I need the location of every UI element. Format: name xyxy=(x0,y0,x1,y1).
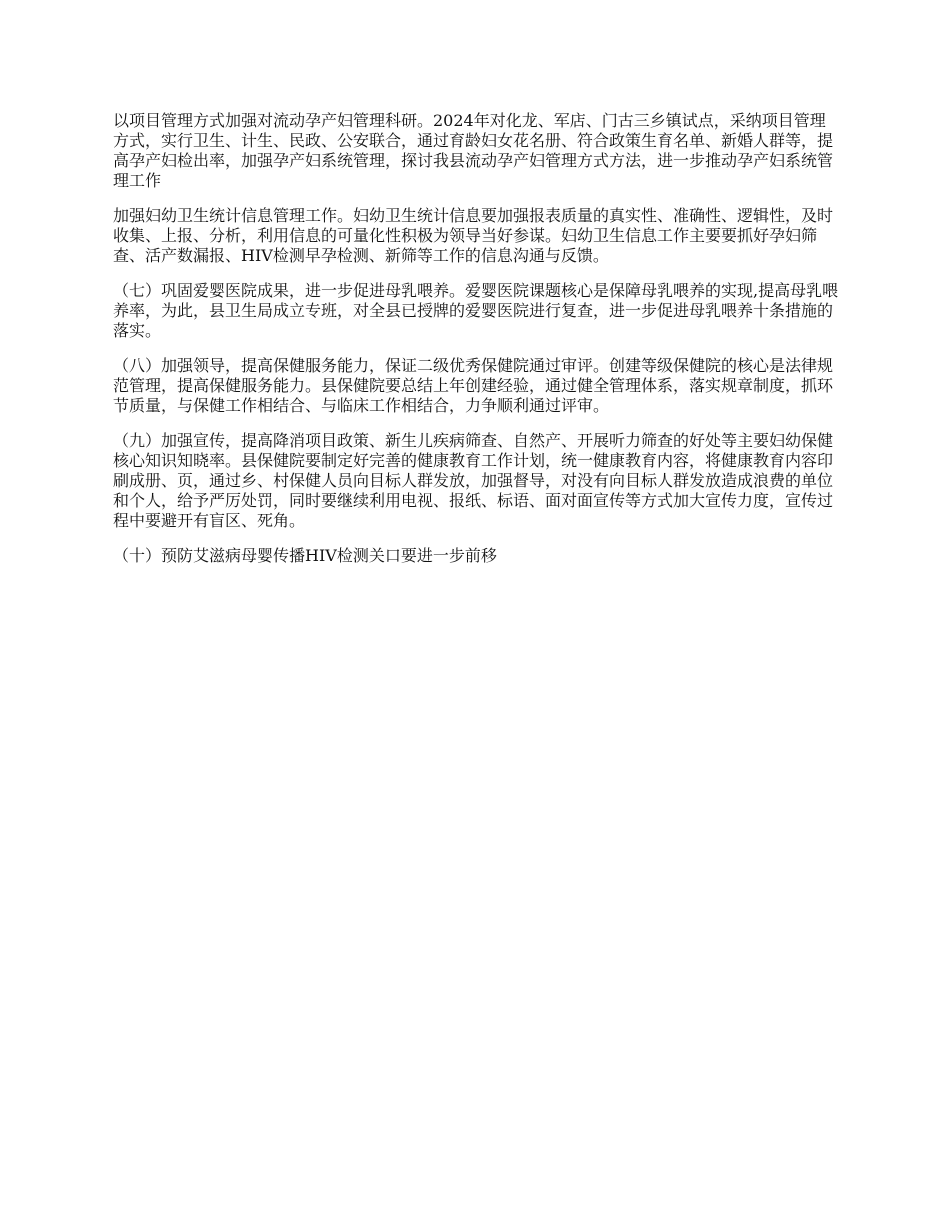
paragraph-section-7: （七）巩固爱婴医院成果，进一步促进母乳喂养。爱婴医院课题核心是保障母乳喂养的实现,提高母乳喂养率，为此，县卫生局成立专班，对全县已授牌的爱婴医院进行复查，进一步促进母乳喂养十条措施的落实。 xyxy=(113,281,839,340)
paragraph-section-8: （八）加强领导，提高保健服务能力，保证二级优秀保健院通过审评。创建等级保健院的核心是法律规范管理，提高保健服务能力。县保健院要总结上年创建经验，通过健全管理体系，落实规章制度，抓环节质量，与保健工作相结合、与临床工作相结合，力争顺利通过评审。 xyxy=(113,356,834,415)
document-body xyxy=(113,111,841,581)
paragraph-section-9: （九）加强宣传，提高降消项目政策、新生儿疾病筛查、自然产、开展听力筛查的好处等主要妇幼保健核心知识知晓率。县保健院要制定好完善的健康教育工作计划，统一健康教育内容，将健康教育内容印刷成册、页，通过乡、村保健人员向目标人群发放，加强督导，对没有向目标人群发放造成浪费的单位和个人，给予严厉处罚，同时要继续利用电视、报纸、标语、面对面宣传等方式加大宣传力度，宣传过程中要避开有盲区、死角。 xyxy=(113,431,834,530)
paragraph-section-10: （十）预防艾滋病母婴传播HIV检测关口要进一步前移 xyxy=(113,546,497,565)
paragraph-statistics: 加强妇幼卫生统计信息管理工作。妇幼卫生统计信息要加强报表质量的真实性、准确性、逻辑性，及时收集、上报、分析，利用信息的可量化性积极为领导当好参谋。妇幼卫生信息工作主要要抓好孕妇筛查、活产数漏报、HIV检测早孕检测、新筛等工作的信息沟通与反馈。 xyxy=(113,206,834,265)
paragraph-pilot-management: 以项目管理方式加强对流动孕产妇管理科研。2024年对化龙、军店、门古三乡镇试点，采纳项目管理方式，实行卫生、计生、民政、公安联合，通过育龄妇女花名册、符合政策生育名单、新婚人群等，提高孕产妇检出率，加强孕产妇系统管理，探讨我县流动孕产妇管理方式方法，进一步推动孕产妇系统管理工作 xyxy=(113,111,834,190)
